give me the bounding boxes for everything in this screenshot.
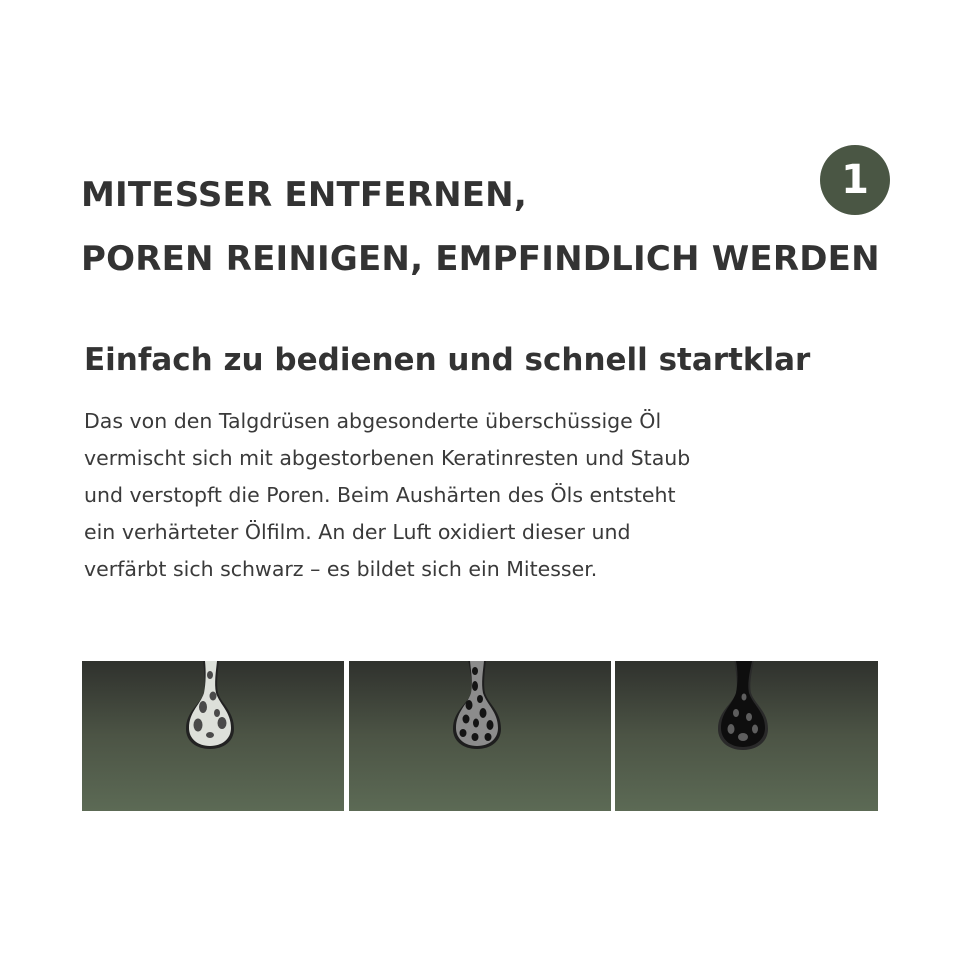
description-line: und verstopft die Poren. Beim Aushärten des Öls entsteht [84, 483, 676, 507]
title-line-1: MITESSER ENTFERNEN, [81, 175, 527, 215]
pore-drop-blackhead-icon [615, 661, 878, 811]
description-paragraph [84, 403, 844, 588]
description-line: verfärbt sich schwarz – es bildet sich ein Mitesser. [84, 557, 598, 581]
pore-panel-stage-3 [615, 661, 878, 811]
page-title [81, 163, 880, 291]
pore-panel-stage-2 [349, 661, 611, 811]
title-line-2: POREN REINIGEN, EMPFINDLICH WERDEN [81, 239, 880, 279]
description-line: ein verhärteter Ölfilm. An der Luft oxidiert dieser und [84, 520, 631, 544]
pore-drop-light-icon [82, 661, 344, 811]
pore-illustration-strip [82, 661, 878, 811]
description-line: Das von den Talgdrüsen abgesonderte überschüssige Öl [84, 409, 662, 433]
pore-panel-stage-1 [82, 661, 344, 811]
description-line: vermischt sich mit abgestorbenen Keratinresten und Staub [84, 446, 691, 470]
step-number-badge: 1 [820, 145, 890, 215]
section-subtitle: Einfach zu bedienen und schnell startklar [84, 342, 811, 378]
pore-drop-clogged-icon [349, 661, 611, 811]
